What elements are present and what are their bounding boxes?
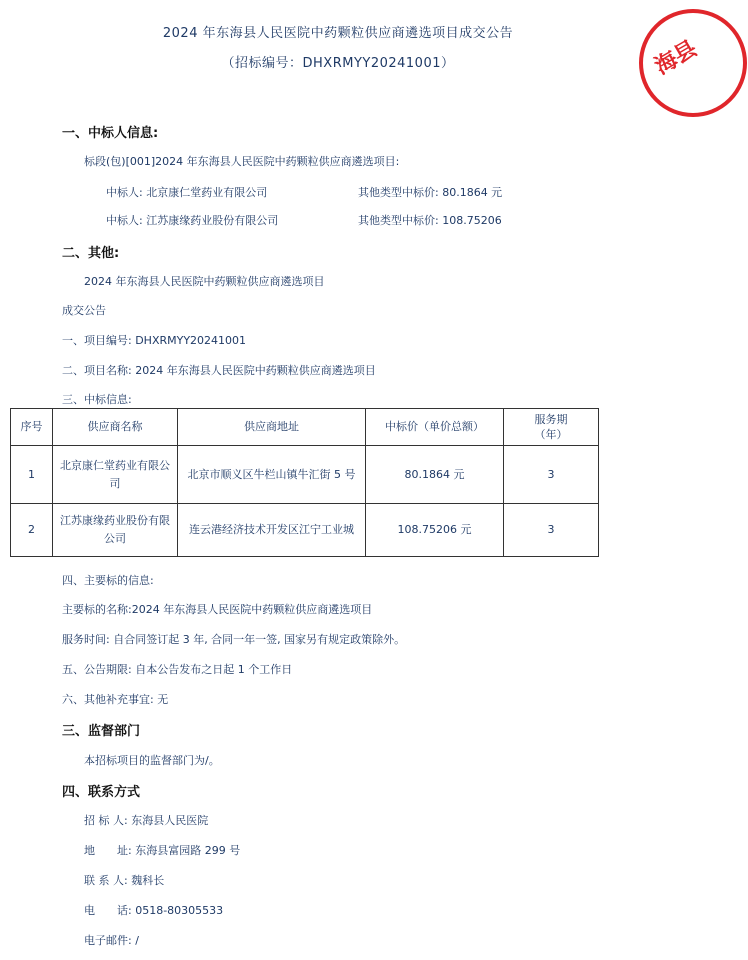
header-price: 中标价（单价总额） <box>366 409 504 446</box>
cell-price: 108.75206 元 <box>366 504 504 557</box>
project-name-line: 2024 年东海县人民医院中药颗粒供应商遴选项目 <box>84 275 325 288</box>
contact-person: 联 系 人: 魏科长 <box>84 874 165 887</box>
contact-address: 地 址: 东海县富园路 299 号 <box>84 844 241 857</box>
main-subject-name: 主要标的名称:2024 年东海县人民医院中药颗粒供应商遴选项目 <box>62 603 373 616</box>
table-row <box>11 504 599 557</box>
cell-price: 80.1864 元 <box>366 446 504 504</box>
contact-tenderer: 招 标 人: 东海县人民医院 <box>84 814 209 827</box>
header-period: 服务期 （年） <box>504 409 599 446</box>
section-winner-heading: 一、中标人信息: <box>62 126 159 141</box>
table-header-row <box>11 409 599 446</box>
contact-phone: 电 话: 0518-80305533 <box>84 904 224 917</box>
winner-1-price: 其他类型中标价: 80.1864 元 <box>358 186 503 199</box>
table-row <box>11 446 599 504</box>
project-number: 一、项目编号: DHXRMYY20241001 <box>62 334 247 347</box>
official-seal <box>638 8 748 118</box>
section-supervision-heading: 三、监督部门 <box>62 724 141 739</box>
cell-period: 3 <box>504 504 599 557</box>
other-matters: 六、其他补充事宜: 无 <box>62 693 169 706</box>
cell-index: 2 <box>11 504 53 557</box>
svg-text:海县: 海县 <box>650 36 702 80</box>
winner-1-name: 中标人: 北京康仁堂药业有限公司 <box>106 186 268 199</box>
supervision-text: 本招标项目的监督部门为/。 <box>84 754 220 767</box>
notice-period: 五、公告期限: 自本公告发布之日起 1 个工作日 <box>62 663 293 676</box>
header-address: 供应商地址 <box>178 409 366 446</box>
main-subject-label: 四、主要标的信息: <box>62 574 154 587</box>
project-title: 二、项目名称: 2024 年东海县人民医院中药颗粒供应商遴选项目 <box>62 364 376 377</box>
section-other-heading: 二、其他: <box>62 246 120 261</box>
header-index: 序号 <box>11 409 53 446</box>
cell-address: 北京市顺义区牛栏山镇牛汇街 5 号 <box>178 446 366 504</box>
cell-index: 1 <box>11 446 53 504</box>
winner-2-name: 中标人: 江苏康缘药业股份有限公司 <box>106 214 279 227</box>
winner-2-price: 其他类型中标价: 108.75206 <box>358 214 502 227</box>
lot-line: 标段(包)[001]2024 年东海县人民医院中药颗粒供应商遴选项目: <box>84 155 400 168</box>
service-time: 服务时间: 自合同签订起 3 年, 合同一年一签, 国家另有规定政策除外。 <box>62 633 406 646</box>
cell-period: 3 <box>504 446 599 504</box>
section-contact-heading: 四、联系方式 <box>62 785 141 800</box>
bid-results-table <box>10 408 599 557</box>
bid-info-label: 三、中标信息: <box>62 393 132 406</box>
document-title: 2024 年东海县人民医院中药颗粒供应商遴选项目成交公告 <box>162 26 514 41</box>
cell-address: 连云港经济技术开发区江宁工业城 <box>178 504 366 557</box>
cell-supplier: 北京康仁堂药业有限公司 <box>53 446 178 504</box>
header-supplier: 供应商名称 <box>53 409 178 446</box>
contact-email: 电子邮件: / <box>84 934 139 947</box>
cell-supplier: 江苏康缘药业股份有限公司 <box>53 504 178 557</box>
announcement-label: 成交公告 <box>62 304 106 317</box>
bid-number: （招标编号：DHXRMYY20241001） <box>221 56 455 71</box>
